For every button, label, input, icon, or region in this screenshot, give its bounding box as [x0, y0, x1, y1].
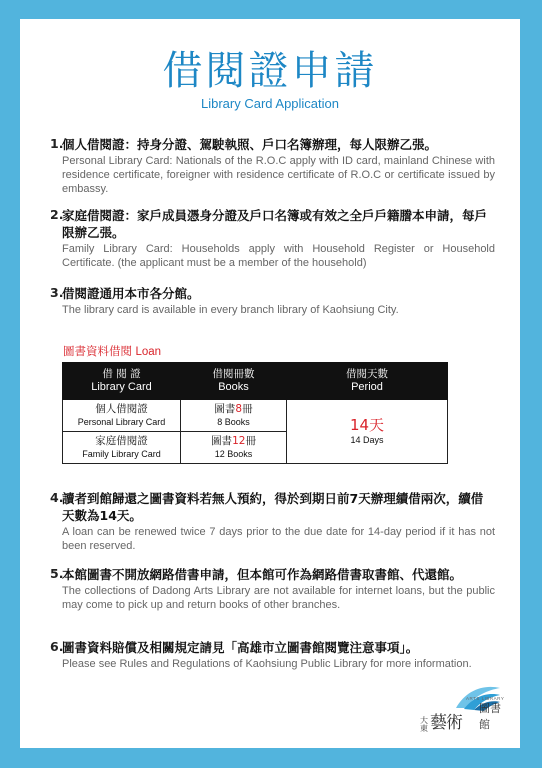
header-card-zh: 借 閱 證: [102, 368, 141, 380]
rule-text-en: A loan can be renewed twice 7 days prior to the due date for 14-day period if it has not been reserved.: [62, 526, 495, 552]
books-en: 8 Books: [217, 416, 250, 427]
loan-title-zh: 圖書資料借閱: [63, 346, 132, 358]
document-page: [20, 19, 520, 748]
loan-title-en: Loan: [135, 346, 162, 358]
logo-dadong: 大東: [420, 716, 428, 733]
card-en: Personal Library Card: [77, 416, 166, 427]
rule-item-6: [50, 639, 495, 671]
header-books-en: Books: [218, 381, 249, 393]
card-cell: [63, 400, 181, 432]
header-books-zh: 借閱冊數: [212, 368, 255, 380]
books-zh: 圖書: [211, 434, 233, 447]
card-cell: [63, 432, 181, 464]
books-en: 12 Books: [214, 448, 253, 459]
rule-number: 4.: [50, 490, 64, 505]
rule-text-zh: 圖書資料賠償及相關規定請見「高雄市立圖書館閱覽注意事項」。: [62, 640, 419, 655]
rule-item-3: [50, 285, 495, 317]
loan-table-header: [63, 363, 448, 400]
books-zh: 圖書: [214, 402, 236, 415]
rule-text-zh: 個人借閱證：持身分證、駕駛執照、戶口名簿辦理，每人限辦乙張。: [62, 137, 438, 152]
rule-number: 1.: [50, 136, 64, 151]
rule-text-en: The collections of Dadong Arts Library are not available for internet loans, but the public may come to pick up and return books of other branches.: [62, 585, 495, 611]
card-zh: 個人借閱證: [95, 402, 148, 415]
books-unit: 冊: [242, 402, 253, 415]
header-card: [63, 363, 181, 400]
loan-section-title: [63, 343, 161, 359]
rule-text-zh: 讀者到館歸還之圖書資料若無人預約，得於到期日前7天辦理續借兩次，續借天數為14天。: [62, 491, 484, 523]
rule-text-zh: 本館圖書不開放網路借書申請，但本館可作為網路借書取書館、代還館。: [62, 567, 463, 582]
header-period-zh: 借閱天數: [346, 368, 388, 380]
period-zh: 14天: [349, 416, 385, 434]
header-card-en: Library Card: [91, 381, 152, 393]
rule-item-1: [50, 136, 495, 196]
books-cell: [181, 432, 287, 464]
rule-text-en: The library card is available in every branch library of Kaohsiung City.: [62, 304, 399, 316]
loan-table: [62, 362, 448, 464]
header-period-en: Period: [351, 381, 383, 393]
rule-item-4: [50, 490, 495, 553]
period-en: 14 Days: [350, 435, 384, 445]
rule-item-2: [50, 207, 495, 270]
rule-text-zh: 借閱證通用本市各分館。: [62, 286, 200, 301]
period-cell: [287, 400, 448, 464]
rule-item-5: [50, 566, 495, 612]
card-en: Family Library Card: [82, 448, 161, 459]
rule-text-en: Personal Library Card: Nationals of the R.O.C apply with ID card, mainland Chinese with residence certificate, foreigner with residence certificate of R.O.C or certificate issued by embassy.: [62, 155, 495, 195]
logo-english: ARTS LIBRARY: [466, 696, 505, 701]
books-num: 12: [232, 434, 246, 447]
rule-text-zh: 家庭借閱證：家戶成員憑身分證及戶口名簿或有效之全戶戶籍謄本申請，每戶限辦乙張。: [62, 208, 488, 240]
rule-number: 2.: [50, 207, 64, 222]
books-cell: [181, 400, 287, 432]
logo-arts: 藝術: [430, 713, 462, 733]
rule-number: 5.: [50, 566, 64, 581]
card-zh: 家庭借閱證: [95, 434, 148, 447]
books-unit: 冊: [245, 434, 256, 447]
page-subtitle: Library Card Application: [200, 96, 340, 111]
header-books: [181, 363, 287, 400]
library-logo: [412, 682, 508, 736]
rule-text-en: Family Library Card: Households apply with Household Register or Household Certificate. (the applicant must be a member of the household): [62, 243, 495, 269]
logo-library: 圖書館: [479, 702, 501, 731]
header-period: [287, 363, 448, 400]
books-num: 8: [235, 402, 243, 415]
rule-text-en: Please see Rules and Regulations of Kaohsiung Public Library for more information.: [62, 658, 472, 670]
rule-number: 6.: [50, 639, 64, 654]
page-title: 借閱證申請: [162, 48, 378, 94]
rule-number: 3.: [50, 285, 64, 300]
table-row: [63, 400, 448, 432]
